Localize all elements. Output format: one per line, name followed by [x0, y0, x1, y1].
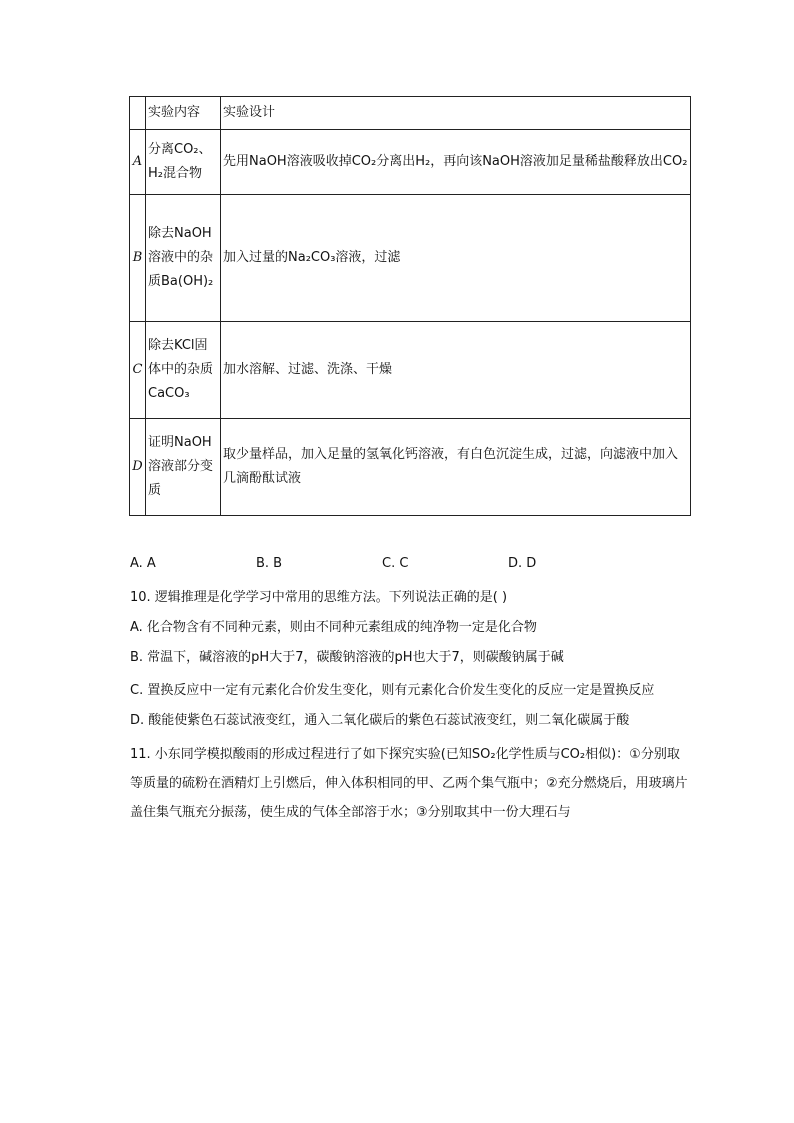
q11-text: 11. 小东同学模拟酸雨的形成过程进行了如下探究实验(已知SO₂化学性质与CO₂相似)：①分别取等质量的硫粉在酒精灯上引燃后，伸入体积相同的甲、乙两个集气瓶中；②充分燃烧后，用玻璃片盖住集气瓶充分振荡，使生成的气体全部溶于水；③分别取其中一份大理石与: [130, 747, 688, 820]
choice-a[interactable]: A. A: [130, 556, 156, 571]
row-design-cell: 加水溶解、过滤、洗涤、干燥: [221, 322, 691, 419]
row-design-cell: 取少量样品，加入足量的氢氧化钙溶液，有白色沉淀生成，过滤，向滤液中加入几滴酚酞试液: [221, 419, 691, 516]
row-content-cell: 证明NaOH溶液部分变质: [146, 419, 221, 516]
row-design-cell: 加入过量的Na₂CO₃溶液，过滤: [221, 195, 691, 322]
table-header-row: [130, 97, 691, 130]
q10-option-d[interactable]: D. 酸能使紫色石蕊试液变红，通入二氧化碳后的紫色石蕊试液变红，则二氧化碳属于酸: [130, 713, 630, 728]
choice-d[interactable]: D. D: [508, 556, 537, 571]
row-design-cell: 先用NaOH溶液吸收掉CO₂分离出H₂，再向该NaOH溶液加足量稀盐酸释放出CO₂: [221, 130, 691, 195]
row-option-label: B: [130, 195, 146, 322]
q10-option-c[interactable]: C. 置换反应中一定有元素化合价发生变化，则有元素化合价发生变化的反应一定是置换反应: [130, 683, 655, 698]
table-row: [130, 130, 691, 195]
row-content-cell: 分离CO₂、H₂混合物: [146, 130, 221, 195]
q10-stem: 10. 逻辑推理是化学学习中常用的思维方法。下列说法正确的是( ): [130, 590, 508, 605]
header-option-cell: [130, 97, 146, 130]
q10-option-a[interactable]: A. 化合物含有不同种元素，则由不同种元素组成的纯净物一定是化合物: [130, 620, 537, 635]
choice-b[interactable]: B. B: [256, 556, 283, 571]
row-option-label: A: [130, 130, 146, 195]
q9-choices: [130, 556, 690, 576]
table-row: [130, 322, 691, 419]
row-option-label: C: [130, 322, 146, 419]
q10-option-b[interactable]: B. 常温下，碱溶液的pH大于7，碳酸钠溶液的pH也大于7，则碳酸钠属于碱: [130, 650, 564, 665]
row-option-label: D: [130, 419, 146, 516]
table-row: [130, 195, 691, 322]
table-row: [130, 419, 691, 516]
header-design-cell: 实验设计: [221, 97, 691, 130]
choice-c[interactable]: C. C: [382, 556, 409, 571]
experiment-table: [129, 96, 691, 516]
row-content-cell: 除去NaOH溶液中的杂质Ba(OH)₂: [146, 195, 221, 322]
header-content-cell: 实验内容: [146, 97, 221, 130]
row-content-cell: 除去KCl固体中的杂质CaCO₃: [146, 322, 221, 419]
